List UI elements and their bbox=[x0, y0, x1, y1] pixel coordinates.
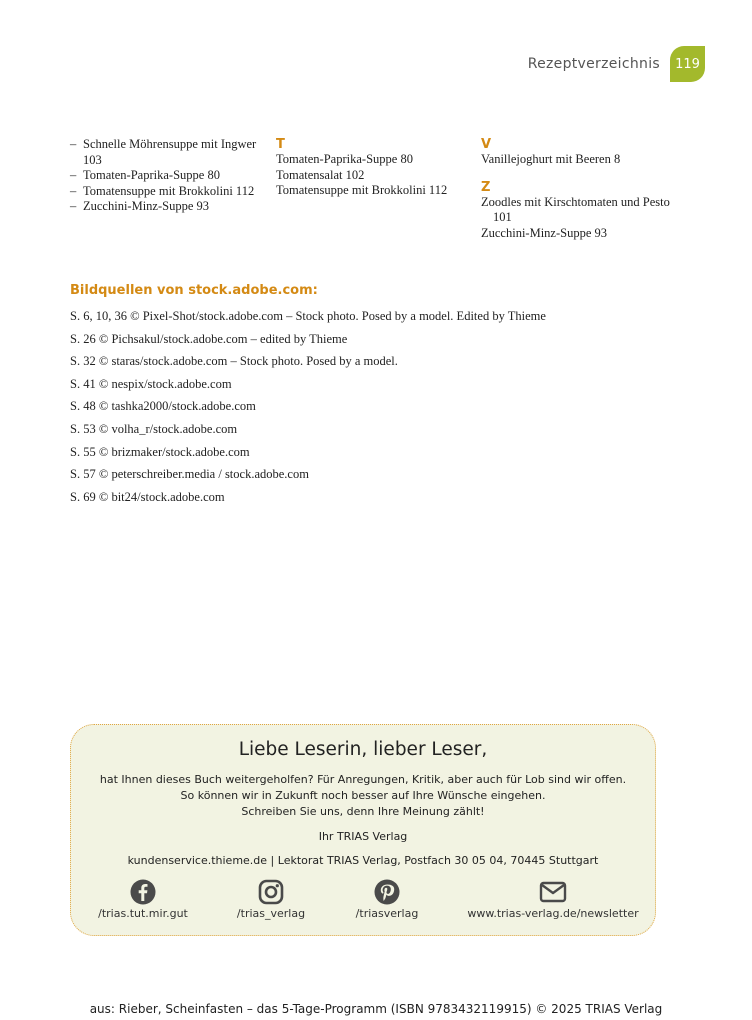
credits-heading: Bildquellen von stock.adobe.com: bbox=[70, 283, 318, 298]
box-text-line: hat Ihnen dieses Buch weitergeholfen? Für Anregungen, Kritik, aber auch für Lob sind wir offen. bbox=[99, 773, 627, 786]
social-label[interactable]: /trias.tut.mir.gut bbox=[98, 907, 188, 920]
credit-line: S. 26 © Pichsakul/stock.adobe.com – edited by Thieme bbox=[70, 331, 348, 346]
social-pinterest[interactable] bbox=[337, 879, 437, 920]
mail-icon bbox=[539, 879, 567, 905]
social-label[interactable]: www.trias-verlag.de/newsletter bbox=[467, 907, 639, 920]
pinterest-icon bbox=[374, 879, 400, 905]
facebook-icon bbox=[130, 879, 156, 905]
box-text bbox=[71, 772, 655, 820]
social-newsletter[interactable] bbox=[467, 879, 639, 920]
box-signature: Ihr TRIAS Verlag bbox=[318, 830, 408, 843]
social-facebook[interactable] bbox=[93, 879, 193, 920]
index-entry: Zoodles mit Kirschtomaten und Pesto 101 bbox=[481, 194, 670, 224]
instagram-icon bbox=[258, 879, 284, 905]
index-column-2 bbox=[276, 137, 471, 199]
box-title: Liebe Leserin, lieber Leser, bbox=[238, 739, 488, 760]
source-footer: aus: Rieber, Scheinfasten – das 5-Tage-Programm (ISBN 9783432119915) © 2025 TRIAS Verlag bbox=[89, 1002, 663, 1016]
social-instagram[interactable] bbox=[221, 879, 321, 920]
index-entry: Tomatensuppe mit Brokkolini 112 bbox=[276, 183, 448, 197]
image-credits bbox=[70, 283, 680, 511]
index-entry: Vanillejoghurt mit Beeren 8 bbox=[481, 152, 621, 166]
credit-line: S. 32 © staras/stock.adobe.com – Stock photo. Posed by a model. bbox=[70, 354, 398, 369]
credit-line: S. 55 © brizmaker/stock.adobe.com bbox=[70, 444, 250, 459]
social-links bbox=[71, 879, 655, 925]
box-text-line: So können wir in Zukunft noch besser auf Ihre Wünsche eingehen. bbox=[180, 789, 546, 802]
credit-line: S. 6, 10, 36 © Pixel-Shot/stock.adobe.com – Stock photo. Posed by a model. Edited by Thieme bbox=[70, 309, 546, 323]
index-entry: Zucchini-Minz-Suppe 93 bbox=[481, 225, 608, 240]
index-column-3 bbox=[481, 137, 676, 241]
reader-feedback-box bbox=[70, 724, 656, 936]
index-entry: – Schnelle Möhrensuppe mit Ingwer 103 bbox=[70, 137, 265, 168]
credit-line: S. 48 © tashka2000/stock.adobe.com bbox=[70, 399, 256, 414]
box-contact: kundenservice.thieme.de | Lektorat TRIAS Verlag, Postfach 30 05 04, 70445 Stuttgart bbox=[127, 854, 599, 867]
index-entry: – Tomaten-Paprika-Suppe 80 bbox=[70, 168, 265, 184]
index-entry: Tomaten-Paprika-Suppe 80 bbox=[276, 152, 413, 166]
page-header bbox=[528, 46, 705, 82]
index-entry: – Tomatensuppe mit Brokkolini 112 bbox=[70, 184, 265, 200]
recipe-index bbox=[70, 137, 670, 257]
index-entry: – Zucchini-Minz-Suppe 93 bbox=[70, 199, 265, 215]
credit-line: S. 69 © bit24/stock.adobe.com bbox=[70, 489, 225, 504]
credit-line: S. 41 © nespix/stock.adobe.com bbox=[70, 376, 232, 391]
section-title: Rezeptverzeichnis bbox=[527, 56, 660, 72]
spacer bbox=[481, 168, 676, 180]
social-label[interactable]: /triasverlag bbox=[355, 907, 419, 920]
page-number-badge: 119 bbox=[670, 46, 705, 82]
index-letter-heading: Z bbox=[481, 179, 491, 195]
index-entry: Tomatensalat 102 bbox=[276, 167, 365, 182]
index-letter-heading: V bbox=[481, 137, 492, 152]
index-letter-heading: T bbox=[276, 137, 285, 152]
credit-line: S. 57 © peterschreiber.media / stock.adobe.com bbox=[70, 467, 309, 482]
index-column-1 bbox=[70, 137, 265, 215]
social-label[interactable]: /trias_verlag bbox=[236, 907, 306, 920]
box-text-line: Schreiben Sie uns, denn Ihre Meinung zählt! bbox=[241, 805, 485, 818]
credit-line: S. 53 © volha_r/stock.adobe.com bbox=[70, 421, 238, 436]
